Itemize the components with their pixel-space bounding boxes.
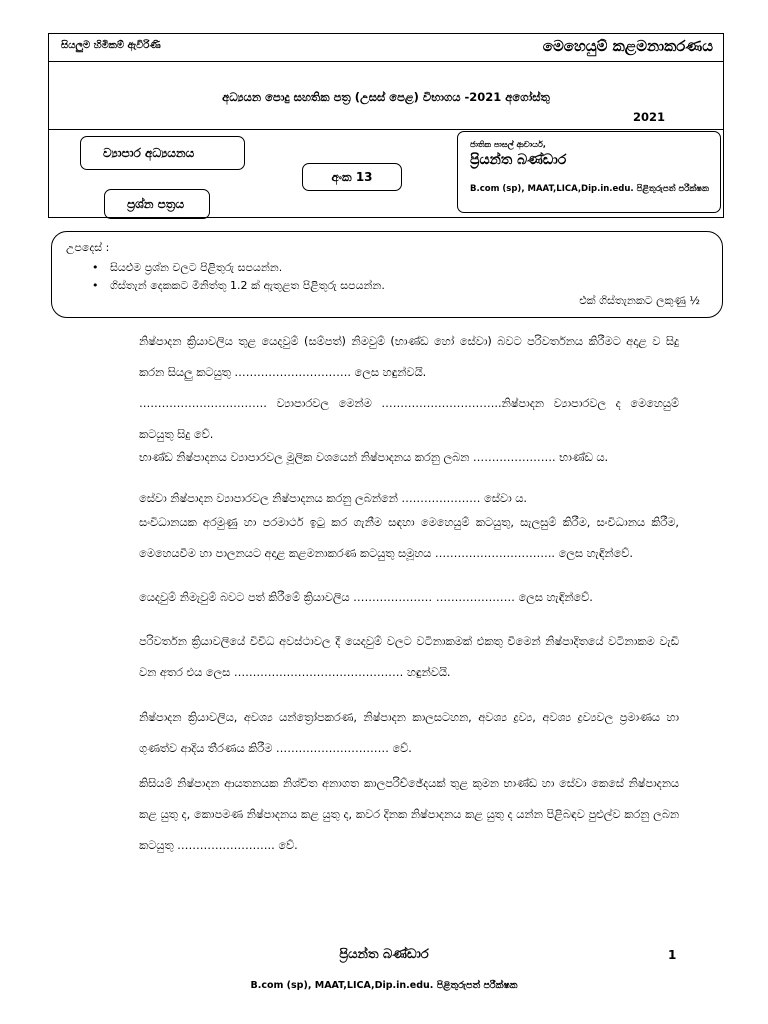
teacher-label: ජාතික පාසල් ආචාර්ය, [470,140,546,149]
paper-number-box: අංක 13 [302,163,402,191]
page-number: 1 [668,948,677,962]
subject-box: ව්‍යාපාර අධ්‍යයනය [80,136,245,170]
footer-qualifications: B.com (sp), MAAT,LICA,Dip.in.edu. පිළිතුරුපත් පරීක්ෂක [250,980,518,991]
question-4: සේවා නිෂ්පාදන ව්‍යාපාරවල නිෂ්පාදනය කරනු ලබන්නේ ………………… සේවා ය. [139,492,527,505]
paper-type-box: ප්‍රශ්න පත්‍රය [104,189,210,219]
question-6: යෙදවුම් නිමැවුම් බවට පත් කිරීමේ ක්‍රියාවලිය ………………… ………………… ලෙස හැඳින්වේ. [139,591,593,604]
teacher-name: ප්‍රියන්ත බණ්ඩාර [470,152,567,168]
teacher-qualifications: B.com (sp), MAAT,LICA,Dip.in.edu. පිළිතුරුපත් පරීක්ෂක [470,184,709,194]
header-row [49,34,723,62]
question-1: නිෂ්පාදන ක්‍රියාවලිය තුළ යෙදවුම් (සම්පත්) නිමවුම් (භාණ්ඩ හෝ සේවා) බවට පරිවර්තනය කිරීමට අදාළ ව සිදු කරන සියලු කටයුතු …………………………. ලෙස හඳුන්වයි. [139,335,679,379]
instructions-title: උපදෙස් : [66,241,110,254]
header-divider [49,129,723,130]
question-2: ……………………………. ව්‍යාපාරවල මෙන්ම …………………………..නිෂ්පාදන ව්‍යාපාරවල ද මෙහෙයුම් කටයුතු සිදු වේ. [139,397,679,441]
header-frame [48,33,724,218]
question-8: නිෂ්පාදන ක්‍රියාවලිය, අවශ්‍ය යන්ත්‍රෝපකරණ, නිෂ්පාදන කාලසටහන, අවශ්‍ය ද්‍රව්‍ය, අවශ්‍ය ද්‍රව්‍යවල ප්‍රමාණය හා ගුණත්ව ආදිය තීරණය කිරීම ………………………… වේ. [139,711,679,755]
instructions-list [92,259,385,295]
copyright-notice: සියලුම හිමිකම් ඇවිරිණි [61,40,161,51]
question-3: භාණ්ඩ නිෂ්පාදනය ව්‍යාපාරවල මූලික වශයෙන් නිෂ්පාදනය කරනු ලබන …………………. භාණ්ඩ ය. [139,451,609,464]
question-5: සංවිධානයක අරමුණු හා පරමාර්ථ ඉටු කර ගැනීම සඳහා මෙහෙයුම් කටයුතු, සැලසුම් කිරීම, සංවිධානය කිරීම, මෙහෙයවීම හා පාලනයට අදාළ කළමනාකරණ කටයුතු සමූහය ………………………….. ලෙස හැඳින්වේ. [139,516,679,560]
exam-title: අධ්‍යයන පොදු සහතික පත්‍ර (උසස් පෙළ) විභාගය -2021 අගෝස්තු [222,90,550,104]
footer-author-name: ප්‍රියන්ත බණ්ඩාර [339,947,429,962]
marks-note: එක් ගිස්තැනකට ලකුණු ½ [579,294,700,307]
question-9: කිසියම් නිෂ්පාදන ආයතනයක නිශ්චිත අනාගත කාලපරිච්ඡේදයක් තුළ කුමන භාණ්ඩ හා සේවා කෙසේ නිෂ්පාදනය කළ යුතු ද, කොපමණ නිෂ්පාදනය කළ යුතු ද, කවර දිනක නිෂ්පාදනය කළ යුතු ද යන්න පිළිබඳව පුළුල්ව කරනු ලබන කටයුතු …………………….. වේ. [139,777,679,852]
instruction-item: • ගිස්තැන් දෙකකට මිනිත්තු 1.2 ක් ඇතුළත පිළිතුරු සපයන්න. [92,277,385,295]
instruction-item: • සියළුම ප්‍රශ්න වලට පිළිතුරු සපයන්න. [92,259,385,277]
exam-year: 2021 [632,110,665,124]
question-7: පරිවර්තන ක්‍රියාවලියේ විවිධ අවස්ථාවල දී යෙදවුම් වලට වටිනාකමක් එකතු වීමෙන් නිෂ්පාදිතයේ වටිනාකම වැඩි වන අතර එය ලෙස ……………………………………… හඳුන්වයි. [139,635,679,679]
instructions-box [51,231,723,318]
teacher-box [457,131,721,213]
department-title: මෙහෙයුම් කළමනාකරණය [542,37,713,55]
